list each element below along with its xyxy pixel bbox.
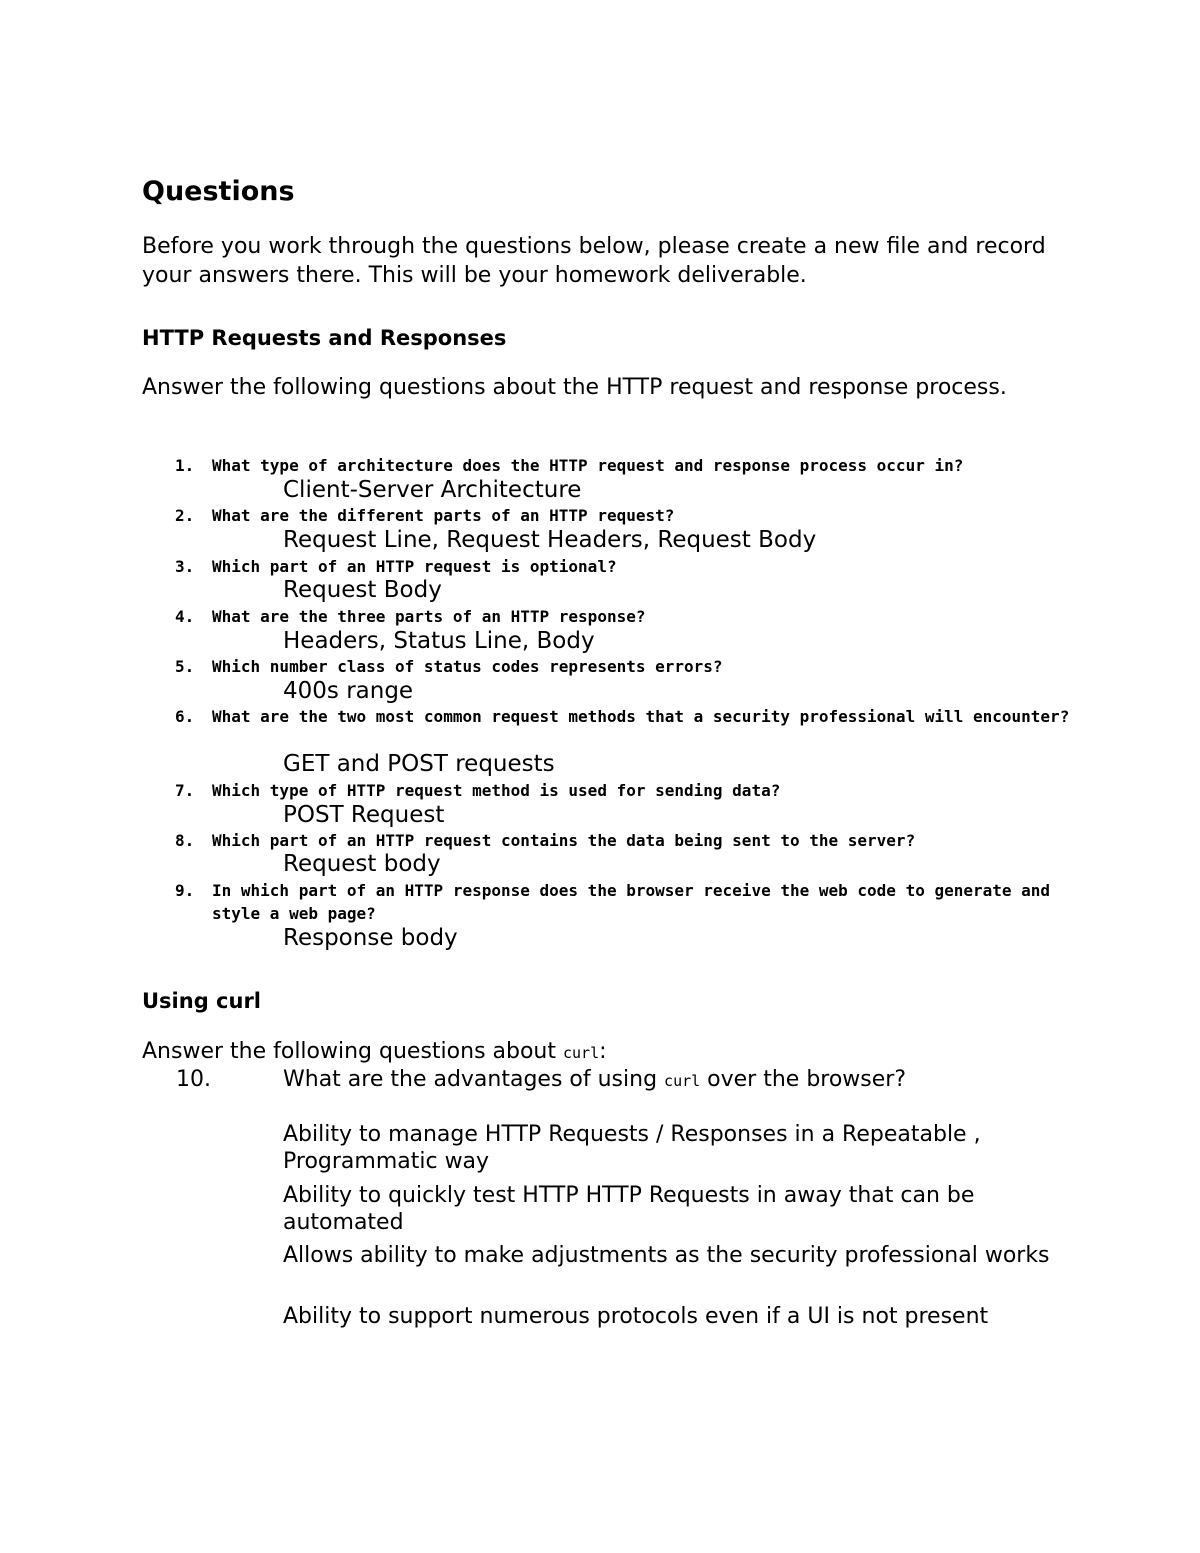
question-text: Which part of an HTTP request is optional? bbox=[212, 557, 617, 576]
q10-text-suffix: over the browser? bbox=[700, 1067, 907, 1092]
question-text: Which number class of status codes represents errors? bbox=[212, 657, 723, 676]
answer-text: 400s range bbox=[283, 678, 414, 704]
curl-intro-prefix: Answer the following questions about bbox=[142, 1039, 563, 1064]
question-text: In which part of an HTTP response does the browser receive the web code to generate and style a web page? bbox=[212, 881, 1060, 923]
http-section-heading: HTTP Requests and Responses bbox=[142, 326, 507, 350]
curl-intro-suffix: : bbox=[599, 1039, 607, 1064]
question-number: 7. bbox=[175, 781, 195, 800]
question-text: What type of architecture does the HTTP request and response process occur in? bbox=[212, 456, 964, 475]
q10-text-code: curl bbox=[664, 1072, 701, 1090]
question-number: 1. bbox=[175, 456, 195, 475]
advantage-item: Ability to quickly test HTTP HTTP Requests in away that can be automated bbox=[283, 1183, 975, 1235]
page-title: Questions bbox=[142, 176, 295, 207]
advantage-item: Ability to support numerous protocols even if a UI is not present bbox=[283, 1304, 989, 1329]
question-text bbox=[283, 1066, 906, 1095]
q10-text-prefix: What are the advantages of using bbox=[283, 1067, 665, 1092]
question-number: 2. bbox=[175, 506, 195, 525]
answer-text: Client-Server Architecture bbox=[283, 477, 582, 503]
answer-text: Request Line, Request Headers, Request Body bbox=[283, 527, 817, 553]
http-section-intro: Answer the following questions about the HTTP request and response process. bbox=[142, 375, 1007, 400]
curl-section-intro bbox=[142, 1038, 1042, 1067]
answer-text: POST Request bbox=[283, 802, 445, 828]
advantage-item: Allows ability to make adjustments as the security professional works bbox=[283, 1243, 1050, 1268]
question-number: 4. bbox=[175, 607, 195, 626]
curl-intro-code: curl bbox=[563, 1044, 600, 1062]
answer-text: GET and POST requests bbox=[283, 751, 555, 777]
question-number: 9. bbox=[175, 881, 195, 900]
question-text: What are the two most common request methods that a security professional will encounter? bbox=[212, 707, 1070, 726]
question-number: 5. bbox=[175, 657, 195, 676]
answer-text: Response body bbox=[283, 925, 458, 951]
question-number: 3. bbox=[175, 557, 195, 576]
answer-text: Request body bbox=[283, 851, 441, 877]
question-text: Which part of an HTTP request contains the data being sent to the server? bbox=[212, 831, 916, 850]
question-number: 6. bbox=[175, 707, 195, 726]
question-number: 8. bbox=[175, 831, 195, 850]
question-text: What are the three parts of an HTTP response? bbox=[212, 607, 646, 626]
advantage-item: Ability to manage HTTP Requests / Responses in a Repeatable , Programmatic way bbox=[283, 1122, 981, 1174]
intro-paragraph: Before you work through the questions below, please create a new file and record your answers there. This will be your homework deliverable. bbox=[142, 234, 1046, 288]
curl-section-heading: Using curl bbox=[142, 989, 261, 1013]
answer-text: Request Body bbox=[283, 577, 442, 603]
question-number: 10. bbox=[176, 1067, 211, 1092]
question-text: What are the different parts of an HTTP request? bbox=[212, 506, 675, 525]
answer-text: Headers, Status Line, Body bbox=[283, 628, 595, 654]
question-text: Which type of HTTP request method is used for sending data? bbox=[212, 781, 781, 800]
